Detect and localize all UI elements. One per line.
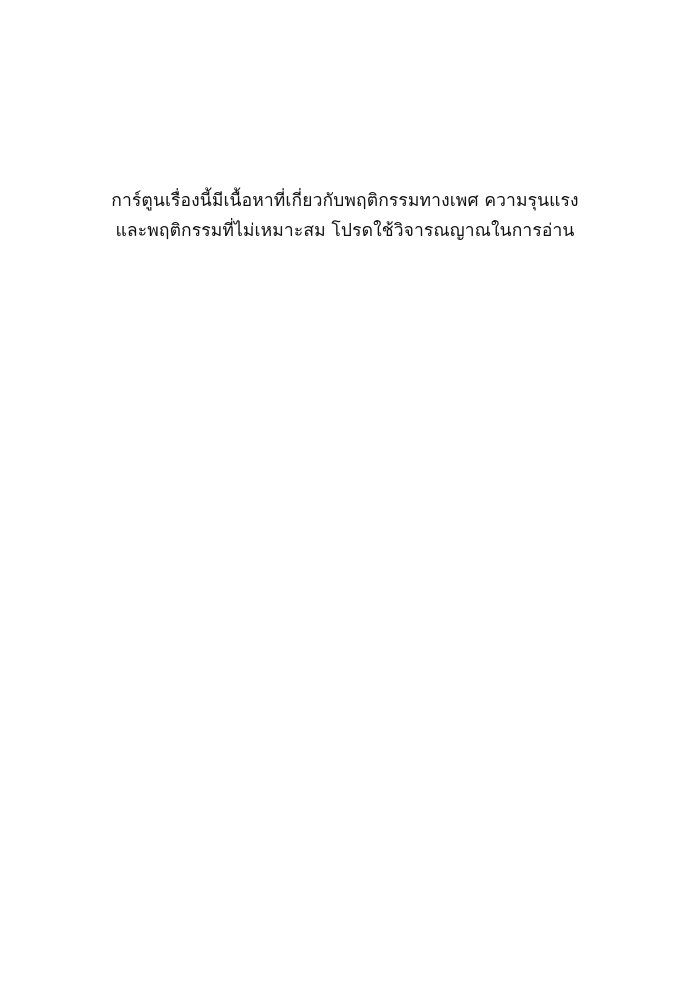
- content-warning-line-1: การ์ตูนเรื่องนี้มีเนื้อหาที่เกี่ยวกับพฤติกรรมทางเพศ ความรุนแรง: [111, 191, 579, 211]
- content-warning-block: [0, 186, 690, 246]
- content-warning-line-2: และพฤติกรรมที่ไม่เหมาะสม โปรดใช้วิจารณญาณในการอ่าน: [115, 221, 575, 241]
